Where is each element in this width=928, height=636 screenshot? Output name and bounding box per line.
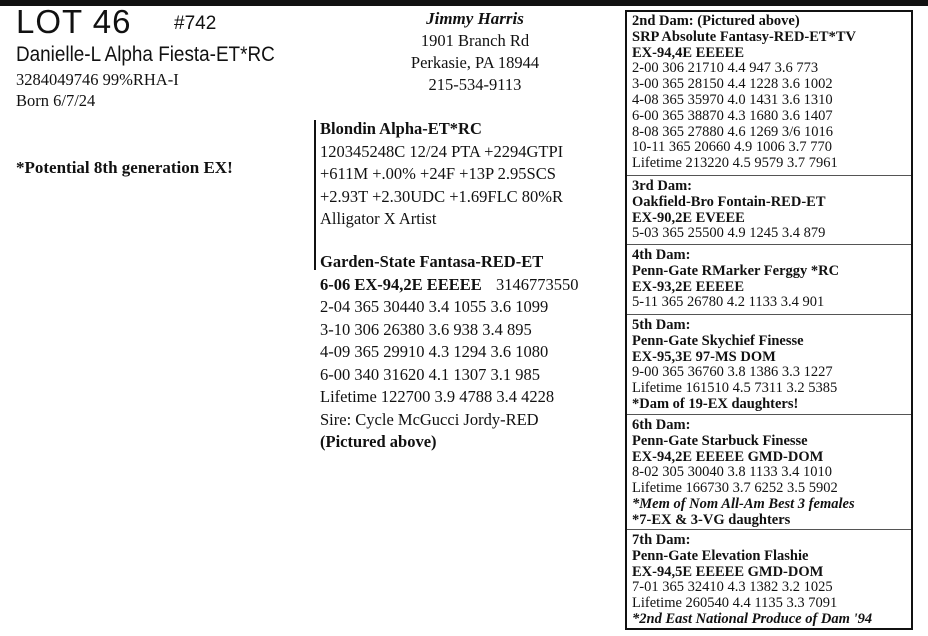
dam-name: Garden-State Fantasa-RED-ET	[320, 252, 544, 271]
dam-5-record: 9-00 365 36760 3.8 1386 3.3 1227	[632, 364, 833, 381]
dam-7-name: Penn-Gate Elevation Flashie	[632, 547, 809, 564]
consignor-address-line1: 1901 Branch Rd	[420, 31, 530, 50]
dam-2-record: 2-00 306 21710 4.4 947 3.6 773	[632, 60, 819, 77]
lot-number: #742	[174, 13, 217, 34]
dam-5-name: Penn-Gate Skychief Finesse	[632, 332, 804, 349]
lot-title: LOT 46	[16, 3, 132, 40]
dam-classification: 6-06 EX-94,2E EEEEE	[320, 274, 482, 294]
dam-2-classification: EX-94,4E EEEEE	[632, 44, 744, 61]
sire-info-line: +2.93T +2.30UDC +1.69FLC 80%R	[320, 186, 564, 206]
dam-5-heading: 5th Dam:	[632, 317, 691, 333]
potential-note: *Potential 8th generation EX!	[16, 158, 233, 177]
sire-info-line: Alligator X Artist	[320, 209, 437, 228]
dam-5-classification: EX-95,3E 97-MS DOM	[632, 348, 776, 365]
dam-sire: Sire: Cycle McGucci Jordy-RED	[320, 409, 539, 429]
top-rule	[0, 0, 928, 6]
dam-2-record: 8-08 365 27880 4.6 1269 3/6 1016	[632, 123, 833, 140]
dam-classification-row	[320, 274, 578, 297]
dam-section	[320, 251, 578, 454]
dam-6-note: *7-EX & 3-VG daughters	[632, 511, 791, 528]
sire-info-line: +611M +.00% +24F +13P 2.95SCS	[320, 164, 556, 183]
dam-5-note: *Dam of 19-EX daughters!	[632, 395, 799, 412]
dam-3-classification: EX-90,2E EVEEE	[632, 209, 745, 226]
dam-record: 6-00 340 31620 4.1 1307 3.1 985	[320, 364, 540, 384]
dam-4-record: 5-11 365 26780 4.2 1133 3.4 901	[632, 294, 825, 311]
dam-3-record: 5-03 365 25500 4.9 1245 3.4 879	[632, 225, 826, 242]
dam-5-lifetime: Lifetime 161510 4.5 7311 3.2 5385	[632, 380, 838, 397]
dam-6-note: *Mem of Nom All-Am Best 3 females	[632, 495, 855, 512]
consignor-block	[380, 8, 570, 96]
registration-line: 3284049746 99%RHA-I	[16, 70, 179, 89]
consignor-phone: 215-534-9113	[428, 75, 522, 94]
dam-lifetime: Lifetime 122700 3.9 4788 3.4 4228	[320, 387, 555, 406]
dam-2-record: 10-11 365 20660 4.9 1006 3.7 770	[632, 139, 833, 156]
consignor-name: Jimmy Harris	[426, 9, 524, 28]
pedigree-box	[625, 10, 913, 630]
sire-section	[320, 118, 563, 231]
dam-2-section	[632, 14, 856, 172]
dam-3-name: Oakfield-Bro Fontain-RED-ET	[632, 193, 826, 210]
section-divider	[627, 414, 913, 415]
born-date: Born 6/7/24	[16, 91, 96, 110]
dam-registration: 3146773550	[495, 274, 579, 294]
dam-6-heading: 6th Dam:	[632, 417, 691, 433]
dam-4-section	[632, 248, 839, 311]
dam-3-heading: 3rd Dam:	[632, 178, 693, 194]
section-divider	[627, 314, 913, 315]
dam-4-name: Penn-Gate RMarker Ferggy *RC	[632, 262, 840, 279]
dam-6-section	[632, 418, 855, 529]
dam-7-lifetime: Lifetime 260540 4.4 1135 3.3 7091	[632, 595, 838, 612]
dam-7-heading: 7th Dam:	[632, 532, 691, 548]
section-divider	[627, 175, 913, 176]
dam-3-section	[632, 179, 825, 242]
dam-record: 4-09 365 29910 4.3 1294 3.6 1080	[320, 342, 549, 361]
dam-6-classification: EX-94,2E EEEEE GMD-DOM	[632, 448, 824, 465]
dam-5-section	[632, 318, 837, 413]
dam-4-heading: 4th Dam:	[632, 247, 691, 263]
consignor-address-line2: Perkasie, PA 18944	[410, 53, 540, 72]
dam-7-classification: EX-94,5E EEEEE GMD-DOM	[632, 563, 824, 580]
dam-2-record: 3-00 365 28150 4.4 1228 3.6 1002	[632, 76, 833, 93]
dam-7-section	[632, 533, 872, 628]
dam-6-record: 8-02 305 30040 3.8 1133 3.4 1010	[632, 464, 833, 481]
dam-2-record: 4-08 365 35970 4.0 1431 3.6 1310	[632, 91, 833, 108]
dam-6-lifetime: Lifetime 166730 3.7 6252 3.5 5902	[632, 480, 838, 497]
animal-name: Danielle-L Alpha Fiesta-ET*RC	[16, 43, 275, 66]
dam-2-lifetime: Lifetime 213220 4.5 9579 3.7 7961	[632, 155, 838, 172]
dam-4-classification: EX-93,2E EEEEE	[632, 278, 744, 295]
dam-6-name: Penn-Gate Starbuck Finesse	[632, 432, 808, 449]
dam-record: 3-10 306 26380 3.6 938 3.4 895	[320, 319, 532, 339]
sire-name: Blondin Alpha-ET*RC	[320, 119, 482, 138]
dam-pictured-note: (Pictured above)	[320, 432, 437, 451]
dam-2-name: SRP Absolute Fantasy-RED-ET*TV	[632, 28, 856, 45]
section-divider	[627, 244, 913, 245]
dam-2-heading: 2nd Dam: (Pictured above)	[632, 13, 800, 29]
sire-dam-bracket	[314, 120, 316, 270]
sire-info-line: 120345248C 12/24 PTA +2294GTPI	[320, 141, 564, 161]
section-divider	[627, 529, 913, 530]
dam-7-note: *2nd East National Produce of Dam '94	[632, 610, 873, 627]
dam-7-record: 7-01 365 32410 4.3 1382 3.2 1025	[632, 579, 833, 596]
dam-2-record: 6-00 365 38870 4.3 1680 3.6 1407	[632, 107, 833, 124]
dam-record: 2-04 365 30440 3.4 1055 3.6 1099	[320, 297, 549, 316]
